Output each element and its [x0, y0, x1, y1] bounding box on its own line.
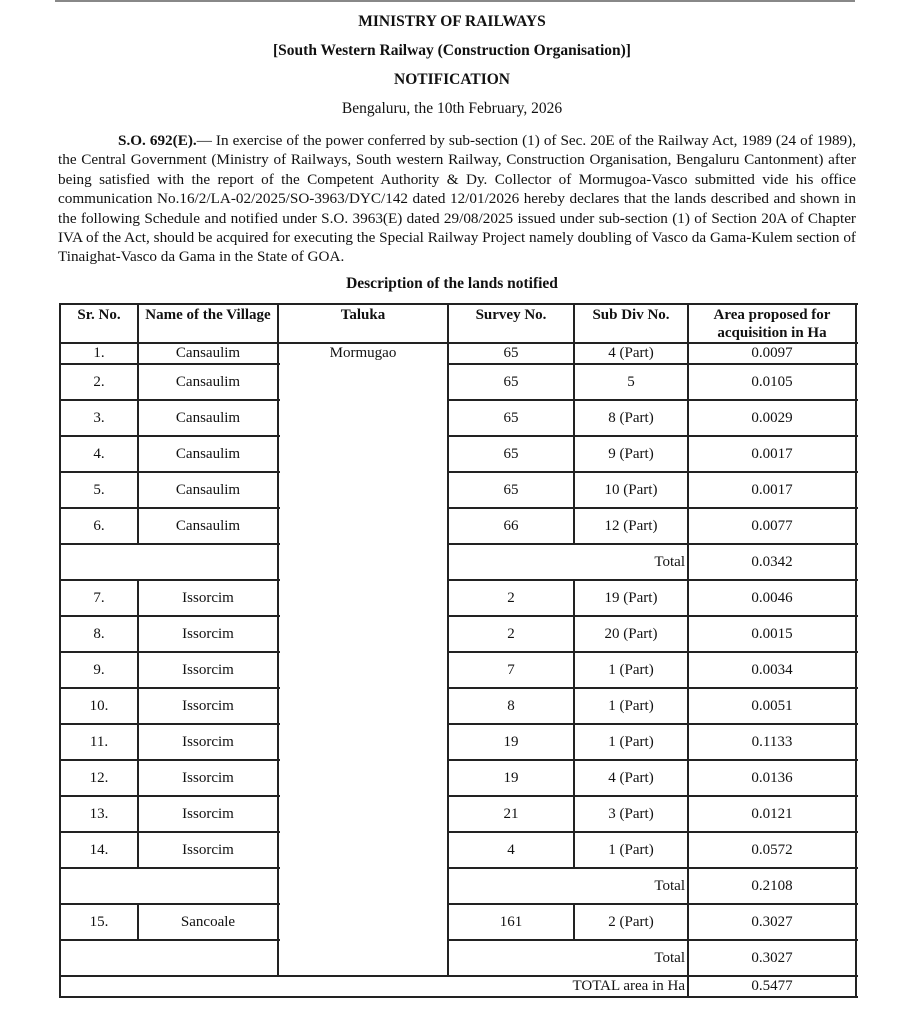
- sr-no-cell: 15.: [89, 913, 109, 930]
- table-rule: [687, 831, 689, 869]
- sr-no-cell: 6.: [93, 517, 105, 534]
- table-rule: [573, 687, 575, 725]
- table-rule: [855, 759, 857, 797]
- table-rule: [687, 975, 689, 998]
- sr-no-cell: 14.: [89, 841, 109, 858]
- table-rule: [60, 996, 858, 998]
- subtotal-area: 0.2108: [751, 877, 793, 894]
- village-cell: Issorcim: [182, 769, 234, 786]
- table-rule: [687, 579, 689, 617]
- table-rule: [137, 723, 139, 761]
- table-rule: [687, 399, 689, 437]
- table-rule: [573, 363, 575, 401]
- header-survey-no: Survey No.: [475, 307, 547, 323]
- table-rule: [447, 651, 449, 689]
- table-rule: [573, 903, 575, 941]
- sr-no-cell: 3.: [93, 409, 105, 426]
- table-rule: [137, 303, 139, 344]
- table-rule: [59, 723, 61, 761]
- table-rule: [59, 435, 61, 473]
- subtotal-area: 0.0342: [751, 553, 793, 570]
- table-rule: [855, 795, 857, 833]
- area-cell: 0.0136: [751, 769, 793, 786]
- table-rule: [59, 471, 61, 509]
- sub-div-cell: 5: [627, 373, 635, 390]
- sub-div-cell: 1 (Part): [608, 661, 654, 678]
- notification-heading: NOTIFICATION: [394, 71, 510, 88]
- table-rule: [573, 615, 575, 653]
- table-rule: [447, 903, 449, 941]
- table-rule: [573, 303, 575, 344]
- sr-no-cell: 10.: [89, 697, 109, 714]
- table-rule: [573, 507, 575, 545]
- taluka-cell: Mormugao: [329, 345, 397, 361]
- table-rule: [277, 507, 279, 545]
- table-rule: [59, 363, 61, 401]
- table-rule: [59, 651, 61, 689]
- table-rule: [687, 543, 689, 581]
- table-rule: [573, 759, 575, 797]
- survey-no-cell: 65: [503, 345, 519, 361]
- sr-no-cell: 8.: [93, 625, 105, 642]
- sr-no-cell: 5.: [93, 481, 105, 498]
- place-date: Bengaluru, the 10th February, 2026: [341, 100, 563, 117]
- table-rule: [687, 687, 689, 725]
- village-cell: Sancoale: [180, 913, 236, 930]
- table-rule: [60, 867, 280, 869]
- table-rule: [855, 651, 857, 689]
- survey-no-cell: 2: [507, 625, 515, 642]
- table-rule: [59, 543, 61, 581]
- survey-no-cell: 66: [503, 517, 519, 534]
- survey-no-cell: 65: [503, 481, 519, 498]
- table-rule: [137, 435, 139, 473]
- table-rule: [137, 903, 139, 941]
- table-rule: [573, 399, 575, 437]
- survey-no-cell: 65: [503, 409, 519, 426]
- header-taluka: Taluka: [340, 307, 386, 323]
- table-rule: [277, 903, 279, 941]
- table-rule: [59, 579, 61, 617]
- table-rule: [60, 303, 858, 305]
- grand-total-area: 0.5477: [751, 978, 793, 994]
- table-rule: [277, 867, 279, 905]
- table-rule: [855, 723, 857, 761]
- table-rule: [137, 342, 139, 365]
- table-rule: [59, 342, 61, 365]
- table-rule: [447, 867, 449, 905]
- table-rule: [855, 579, 857, 617]
- table-rule: [855, 507, 857, 545]
- table-rule: [687, 795, 689, 833]
- table-rule: [855, 903, 857, 941]
- table-rule: [855, 303, 857, 344]
- village-cell: Issorcim: [182, 733, 234, 750]
- sub-div-cell: 9 (Part): [608, 445, 654, 462]
- area-cell: 0.0121: [751, 805, 793, 822]
- table-rule: [137, 579, 139, 617]
- village-cell: Issorcim: [182, 661, 234, 678]
- survey-no-cell: 4: [507, 841, 515, 858]
- table-rule: [277, 687, 279, 725]
- survey-no-cell: 65: [503, 445, 519, 462]
- table-rule: [573, 723, 575, 761]
- village-cell: Issorcim: [182, 805, 234, 822]
- table-rule: [687, 759, 689, 797]
- notification-text: — In exercise of the power conferred by sub-section (1) of Sec. 20E of the Railway Act, 1989 (24 of 1989), the Central Government (Ministry of Railways, South western Railway, Construction Organisation, Bengaluru Cantonment) after being satisfied with the report of the Competent Authority & Dy. Collector of Mormugoa-Vasco submitted vide his office communication No.16/2/LA-02/2025/SO-3963/DYC/142 dated 12/01/2026 hereby declares that the lands described and shown in the following Schedule and notified under S.O. 3963(E) dated 29/08/2025 issued under sub-section (1) of Section 20A of Chapter IVA of the Act, should be acquired for executing the Special Railway Project namely doubling of Vasco da Gama-Kulem section of Tinaighat-Vasco da Gama in the State of GOA.: [58, 132, 856, 266]
- survey-no-cell: 21: [503, 805, 519, 822]
- table-rule: [855, 435, 857, 473]
- sr-no-cell: 2.: [93, 373, 105, 390]
- sub-div-cell: 4 (Part): [608, 769, 654, 786]
- survey-no-cell: 19: [503, 769, 519, 786]
- table-rule: [137, 651, 139, 689]
- table-rule: [855, 543, 857, 581]
- table-rule: [277, 759, 279, 797]
- area-cell: 0.0034: [751, 661, 793, 678]
- table-rule: [137, 795, 139, 833]
- table-rule: [59, 975, 61, 998]
- table-rule: [137, 831, 139, 869]
- table-caption: Description of the lands notified: [346, 275, 558, 292]
- table-rule: [687, 471, 689, 509]
- area-cell: 0.1133: [751, 733, 793, 750]
- sr-no-cell: 7.: [93, 589, 105, 606]
- village-cell: Cansaulim: [175, 345, 241, 361]
- table-rule: [59, 759, 61, 797]
- sr-no-cell: 11.: [89, 733, 109, 750]
- table-rule: [137, 615, 139, 653]
- table-rule: [855, 471, 857, 509]
- table-rule: [855, 363, 857, 401]
- table-rule: [573, 342, 575, 365]
- table-rule: [277, 723, 279, 761]
- sub-div-cell: 12 (Part): [604, 517, 658, 534]
- village-cell: Cansaulim: [175, 445, 241, 462]
- table-rule: [277, 543, 279, 581]
- table-rule: [687, 651, 689, 689]
- table-rule: [855, 867, 857, 905]
- table-rule: [277, 939, 279, 977]
- sub-div-cell: 1 (Part): [608, 697, 654, 714]
- subtotal-label: Total: [654, 877, 685, 894]
- table-rule: [447, 471, 449, 509]
- sub-div-cell: 1 (Part): [608, 841, 654, 858]
- table-rule: [573, 471, 575, 509]
- table-rule: [687, 903, 689, 941]
- table-rule: [687, 723, 689, 761]
- table-rule: [277, 363, 279, 401]
- area-cell: 0.0046: [751, 589, 793, 606]
- table-rule: [59, 903, 61, 941]
- table-rule: [687, 939, 689, 977]
- area-cell: 0.0051: [751, 697, 793, 714]
- table-rule: [277, 471, 279, 509]
- table-rule: [59, 399, 61, 437]
- header-area: Area proposed for acquisition in Ha: [713, 307, 831, 341]
- table-rule: [59, 939, 61, 977]
- area-cell: 0.0017: [751, 481, 793, 498]
- sr-no-cell: 4.: [93, 445, 105, 462]
- table-rule: [573, 795, 575, 833]
- table-rule: [60, 939, 280, 941]
- table-rule: [59, 507, 61, 545]
- survey-no-cell: 19: [503, 733, 519, 750]
- survey-no-cell: 7: [507, 661, 515, 678]
- header-sr-no: Sr. No.: [77, 307, 121, 323]
- sub-div-cell: 3 (Part): [608, 805, 654, 822]
- table-rule: [447, 795, 449, 833]
- sub-div-cell: 10 (Part): [604, 481, 658, 498]
- table-rule: [687, 363, 689, 401]
- grand-total-label: TOTAL area in Ha: [572, 978, 685, 994]
- subtotal-label: Total: [654, 553, 685, 570]
- table-rule: [59, 615, 61, 653]
- area-cell: 0.0105: [751, 373, 793, 390]
- table-rule: [137, 687, 139, 725]
- table-rule: [447, 399, 449, 437]
- order-number: S.O. 692(E).: [118, 132, 197, 149]
- table-rule: [447, 303, 449, 344]
- survey-no-cell: 8: [507, 697, 515, 714]
- table-rule: [277, 399, 279, 437]
- table-rule: [855, 342, 857, 365]
- table-rule: [447, 543, 449, 581]
- table-rule: [855, 975, 857, 998]
- table-rule: [137, 399, 139, 437]
- table-rule: [447, 939, 449, 977]
- table-rule: [573, 435, 575, 473]
- sr-no-cell: 9.: [93, 661, 105, 678]
- table-rule: [59, 831, 61, 869]
- village-cell: Cansaulim: [175, 373, 241, 390]
- table-rule: [60, 543, 280, 545]
- sub-div-cell: 19 (Part): [604, 589, 658, 606]
- survey-no-cell: 161: [499, 913, 523, 930]
- village-cell: Issorcim: [182, 841, 234, 858]
- table-rule: [59, 867, 61, 905]
- table-rule: [137, 759, 139, 797]
- sub-div-cell: 20 (Part): [604, 625, 658, 642]
- table-rule: [447, 435, 449, 473]
- subtotal-area: 0.3027: [751, 949, 793, 966]
- table-rule: [573, 651, 575, 689]
- village-cell: Cansaulim: [175, 481, 241, 498]
- table-rule: [447, 759, 449, 797]
- village-cell: Cansaulim: [175, 517, 241, 534]
- area-cell: 0.0097: [751, 345, 793, 361]
- table-rule: [277, 651, 279, 689]
- table-rule: [277, 795, 279, 833]
- subtotal-label: Total: [654, 949, 685, 966]
- table-rule: [573, 831, 575, 869]
- table-rule: [687, 435, 689, 473]
- table-rule: [855, 399, 857, 437]
- survey-no-cell: 2: [507, 589, 515, 606]
- table-rule: [855, 939, 857, 977]
- table-rule: [277, 342, 279, 365]
- table-rule: [687, 303, 689, 344]
- table-rule: [277, 831, 279, 869]
- table-rule: [60, 975, 858, 977]
- area-cell: 0.0017: [751, 445, 793, 462]
- sub-div-cell: 1 (Part): [608, 733, 654, 750]
- table-rule: [447, 342, 449, 365]
- table-rule: [573, 579, 575, 617]
- header-sub-div-no: Sub Div No.: [592, 307, 670, 323]
- area-cell: 0.3027: [751, 913, 793, 930]
- table-rule: [137, 363, 139, 401]
- sub-div-cell: 4 (Part): [608, 345, 654, 361]
- sr-no-cell: 13.: [89, 805, 109, 822]
- sub-div-cell: 8 (Part): [608, 409, 654, 426]
- table-rule: [855, 687, 857, 725]
- table-rule: [447, 507, 449, 545]
- village-cell: Issorcim: [182, 697, 234, 714]
- header-village: Name of the Village: [145, 307, 271, 323]
- sub-div-cell: 2 (Part): [608, 913, 654, 930]
- table-rule: [137, 507, 139, 545]
- table-rule: [447, 831, 449, 869]
- area-cell: 0.0077: [751, 517, 793, 534]
- table-rule: [277, 435, 279, 473]
- table-rule: [855, 615, 857, 653]
- table-rule: [687, 507, 689, 545]
- table-rule: [447, 615, 449, 653]
- area-cell: 0.0029: [751, 409, 793, 426]
- village-cell: Cansaulim: [175, 409, 241, 426]
- village-cell: Issorcim: [182, 625, 234, 642]
- organisation-heading: [South Western Railway (Construction Organisation)]: [273, 42, 631, 59]
- sr-no-cell: 12.: [89, 769, 109, 786]
- table-rule: [687, 342, 689, 365]
- table-rule: [277, 579, 279, 617]
- table-rule: [687, 867, 689, 905]
- table-rule: [59, 687, 61, 725]
- table-rule: [59, 795, 61, 833]
- area-cell: 0.0572: [751, 841, 793, 858]
- sr-no-cell: 1.: [93, 345, 105, 361]
- area-cell: 0.0015: [751, 625, 793, 642]
- table-rule: [687, 615, 689, 653]
- table-rule: [855, 831, 857, 869]
- survey-no-cell: 65: [503, 373, 519, 390]
- table-rule: [137, 471, 139, 509]
- table-rule: [447, 723, 449, 761]
- table-rule: [277, 303, 279, 344]
- table-rule: [447, 579, 449, 617]
- table-rule: [447, 363, 449, 401]
- table-rule: [59, 303, 61, 344]
- table-rule: [447, 687, 449, 725]
- village-cell: Issorcim: [182, 589, 234, 606]
- ministry-heading: MINISTRY OF RAILWAYS: [358, 13, 546, 30]
- table-rule: [277, 615, 279, 653]
